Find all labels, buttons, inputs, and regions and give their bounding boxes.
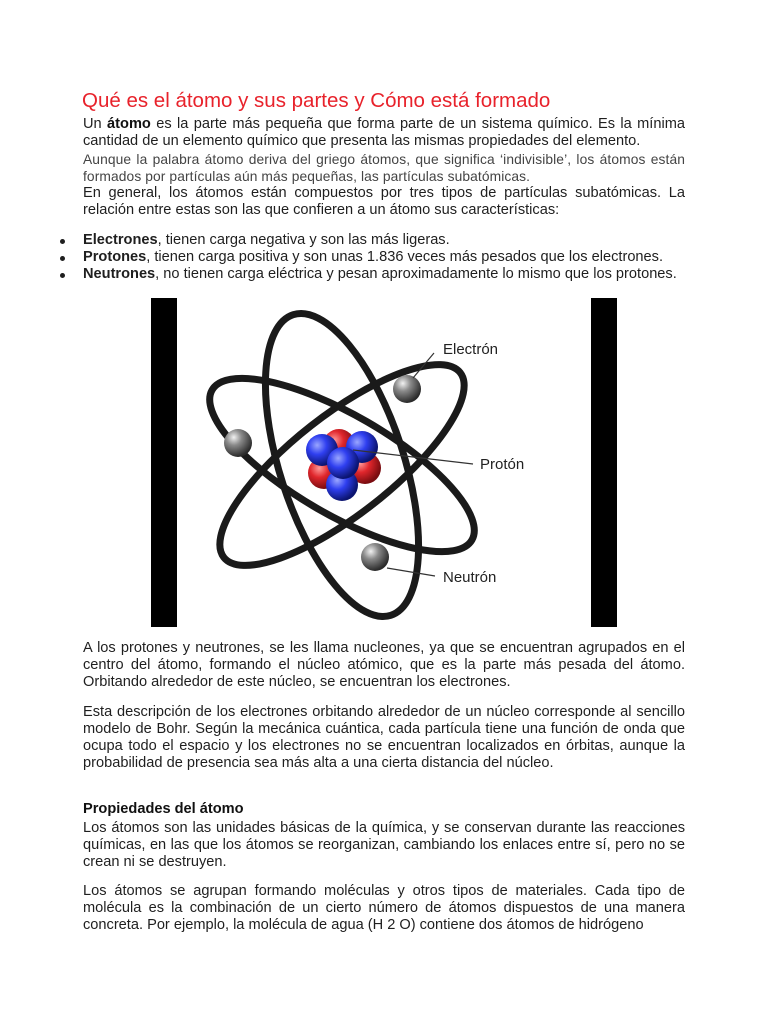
nucleons-paragraph: A los protones y neutrones, se les llama nucleones, ya que se encuentran agrupados en el centro del átomo, formando el núcleo atómico, que es la parte más pesada del átomo. Orbitando alrededor de este núcleo, se encuentran los electrones. bbox=[83, 640, 685, 690]
bullet-term: Electrones bbox=[83, 232, 158, 248]
bullet-icon bbox=[60, 273, 65, 278]
properties-paragraph: Los átomos son las unidades básicas de la química, y se conservan durante las reacciones químicas, en las que los átomos se reorganizan, cambiando los enlaces entre sí, pero no se crean ni se destruyen. bbox=[83, 820, 685, 870]
bohr-paragraph: Esta descripción de los electrones orbitando alrededor de un núcleo corresponde al sencillo modelo de Bohr. Según la mecánica cuántica, cada partícula tiene una función de onda que ocupa todo el espacio y los electrones no se encuentran localizados en órbitas, aunque la probabilidad de presencia sea más alta a una cierta distancia del núcleo. bbox=[83, 704, 685, 771]
bullet-term: Protones bbox=[83, 249, 147, 265]
list-item bbox=[55, 232, 685, 249]
label-electron: Electrón bbox=[443, 341, 499, 358]
intro-paragraph bbox=[83, 116, 685, 150]
right-border-bar bbox=[591, 298, 617, 627]
general-paragraph: En general, los átomos están compuestos por tres tipos de partículas subatómicas. La relación entre estas son las que confieren a un átomo sus características: bbox=[83, 185, 685, 218]
bullet-text: , tienen carga positiva y son unas 1.836 veces más pesados que los electrones. bbox=[146, 249, 664, 265]
bullet-term: Neutrones bbox=[83, 266, 156, 282]
bullet-icon bbox=[60, 239, 65, 244]
intro-prefix: Un bbox=[83, 116, 108, 132]
list-item bbox=[55, 249, 685, 266]
molecules-paragraph: Los átomos se agrupan formando moléculas y otros tipos de materiales. Cada tipo de molécula es la combinación de un cierto número de átomos dispuestos de una manera concreta. Por ejemplo, la molécula de agua (H 2 O) contiene dos átomos de hidrógeno bbox=[83, 883, 685, 933]
bullet-icon bbox=[60, 256, 65, 261]
electron-particle bbox=[361, 543, 389, 571]
list-item bbox=[55, 266, 685, 283]
etymology-paragraph: Aunque la palabra átomo deriva del griego átomos, que significa ‘indivisible’, los átomos están formados por partículas aún más pequeñas, las partículas subatómicas. bbox=[83, 152, 685, 184]
electron-particle bbox=[224, 429, 252, 457]
bullet-text: , tienen carga negativa y son las más ligeras. bbox=[157, 232, 450, 248]
atom-diagram bbox=[177, 298, 591, 627]
bullet-text: , no tienen carga eléctrica y pesan aproximadamente lo mismo que los protones. bbox=[155, 266, 677, 282]
nucleus bbox=[306, 429, 381, 501]
label-neutron: Neutrón bbox=[443, 569, 497, 586]
atom-diagram-svg bbox=[177, 298, 591, 627]
intro-bold-term: átomo bbox=[107, 116, 151, 132]
neutron-particle bbox=[327, 447, 359, 479]
electron-particle bbox=[393, 375, 421, 403]
particle-list bbox=[55, 232, 685, 283]
neutron-pointer bbox=[387, 568, 435, 576]
label-proton: Protón bbox=[480, 456, 525, 473]
left-border-bar bbox=[151, 298, 177, 627]
page-title: Qué es el átomo y sus partes y Cómo está formado bbox=[82, 89, 551, 112]
section-heading: Propiedades del átomo bbox=[83, 801, 244, 817]
intro-rest: es la parte más pequeña que forma parte de un sistema químico. Es la mínima cantidad de un elemento químico que presenta las mismas propiedades del elemento. bbox=[83, 116, 685, 149]
